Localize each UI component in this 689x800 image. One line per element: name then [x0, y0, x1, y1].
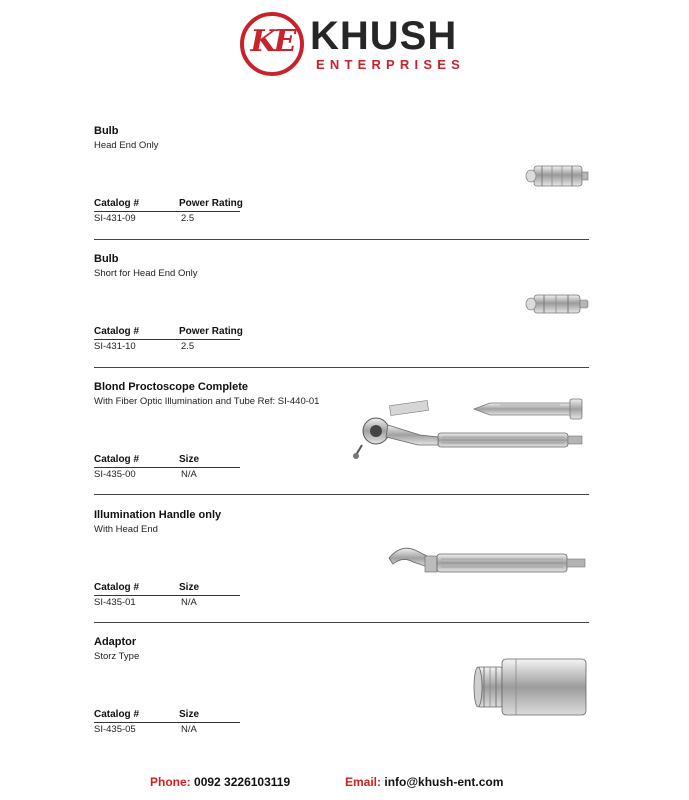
product-subtitle: Short for Head End Only — [94, 268, 198, 279]
catalog-header: Catalog # — [94, 709, 140, 720]
email-label: Email: — [345, 775, 382, 789]
catalog-number: SI-435-00 — [94, 469, 136, 480]
email-address[interactable]: info@khush-ent.com — [384, 775, 504, 789]
proctoscope-icon — [350, 393, 590, 465]
phone-number[interactable]: 0092 3226103119 — [194, 775, 291, 789]
product-subtitle: With Head End — [94, 524, 158, 535]
catalog-header: Catalog # — [94, 326, 140, 337]
table-rule — [94, 595, 240, 596]
bulb-icon — [522, 160, 592, 192]
section-divider — [94, 622, 589, 623]
brand-name: KHUSH — [310, 14, 458, 58]
table-rule — [94, 339, 240, 340]
catalog-header: Catalog # — [94, 582, 140, 593]
product-subtitle: Head End Only — [94, 140, 159, 151]
email-contact — [345, 775, 503, 789]
catalog-header: Catalog # — [94, 454, 140, 465]
logo-monogram: KE — [250, 24, 294, 59]
catalog-number: SI-435-01 — [94, 597, 136, 608]
section-divider — [94, 239, 589, 240]
product-title: Blond Proctoscope Complete — [94, 381, 249, 393]
spec-header: Size — [179, 582, 200, 593]
spec-value: 2.5 — [181, 213, 195, 224]
catalog-number: SI-431-10 — [94, 341, 136, 352]
section-divider — [94, 494, 589, 495]
brand-tagline: ENTERPRISES — [316, 57, 465, 72]
product-title: Bulb — [94, 125, 119, 137]
adaptor-icon — [470, 655, 596, 719]
spec-value: N/A — [181, 724, 197, 735]
spec-header: Power Rating — [179, 198, 243, 209]
catalog-header: Catalog # — [94, 198, 140, 209]
table-rule — [94, 211, 240, 212]
spec-header: Size — [179, 454, 200, 465]
section-divider — [94, 367, 589, 368]
company-logo — [240, 12, 465, 78]
illumination-handle-icon — [385, 540, 590, 580]
spec-value: N/A — [181, 597, 197, 608]
product-title: Illumination Handle only — [94, 509, 222, 521]
table-rule — [94, 722, 240, 723]
spec-value: N/A — [181, 469, 197, 480]
spec-value: 2.5 — [181, 341, 195, 352]
phone-label: Phone: — [150, 775, 191, 789]
logo-emblem — [240, 12, 304, 76]
bulb-icon — [522, 288, 592, 320]
spec-header: Power Rating — [179, 326, 243, 337]
spec-header: Size — [179, 709, 200, 720]
product-title: Bulb — [94, 253, 119, 265]
product-title: Adaptor — [94, 636, 137, 648]
catalog-number: SI-431-09 — [94, 213, 136, 224]
table-rule — [94, 467, 240, 468]
product-subtitle: Storz Type — [94, 651, 140, 662]
phone-contact — [150, 775, 290, 789]
catalog-number: SI-435-05 — [94, 724, 136, 735]
product-subtitle: With Fiber Optic Illumination and Tube Ref: SI-440-01 — [94, 396, 320, 407]
